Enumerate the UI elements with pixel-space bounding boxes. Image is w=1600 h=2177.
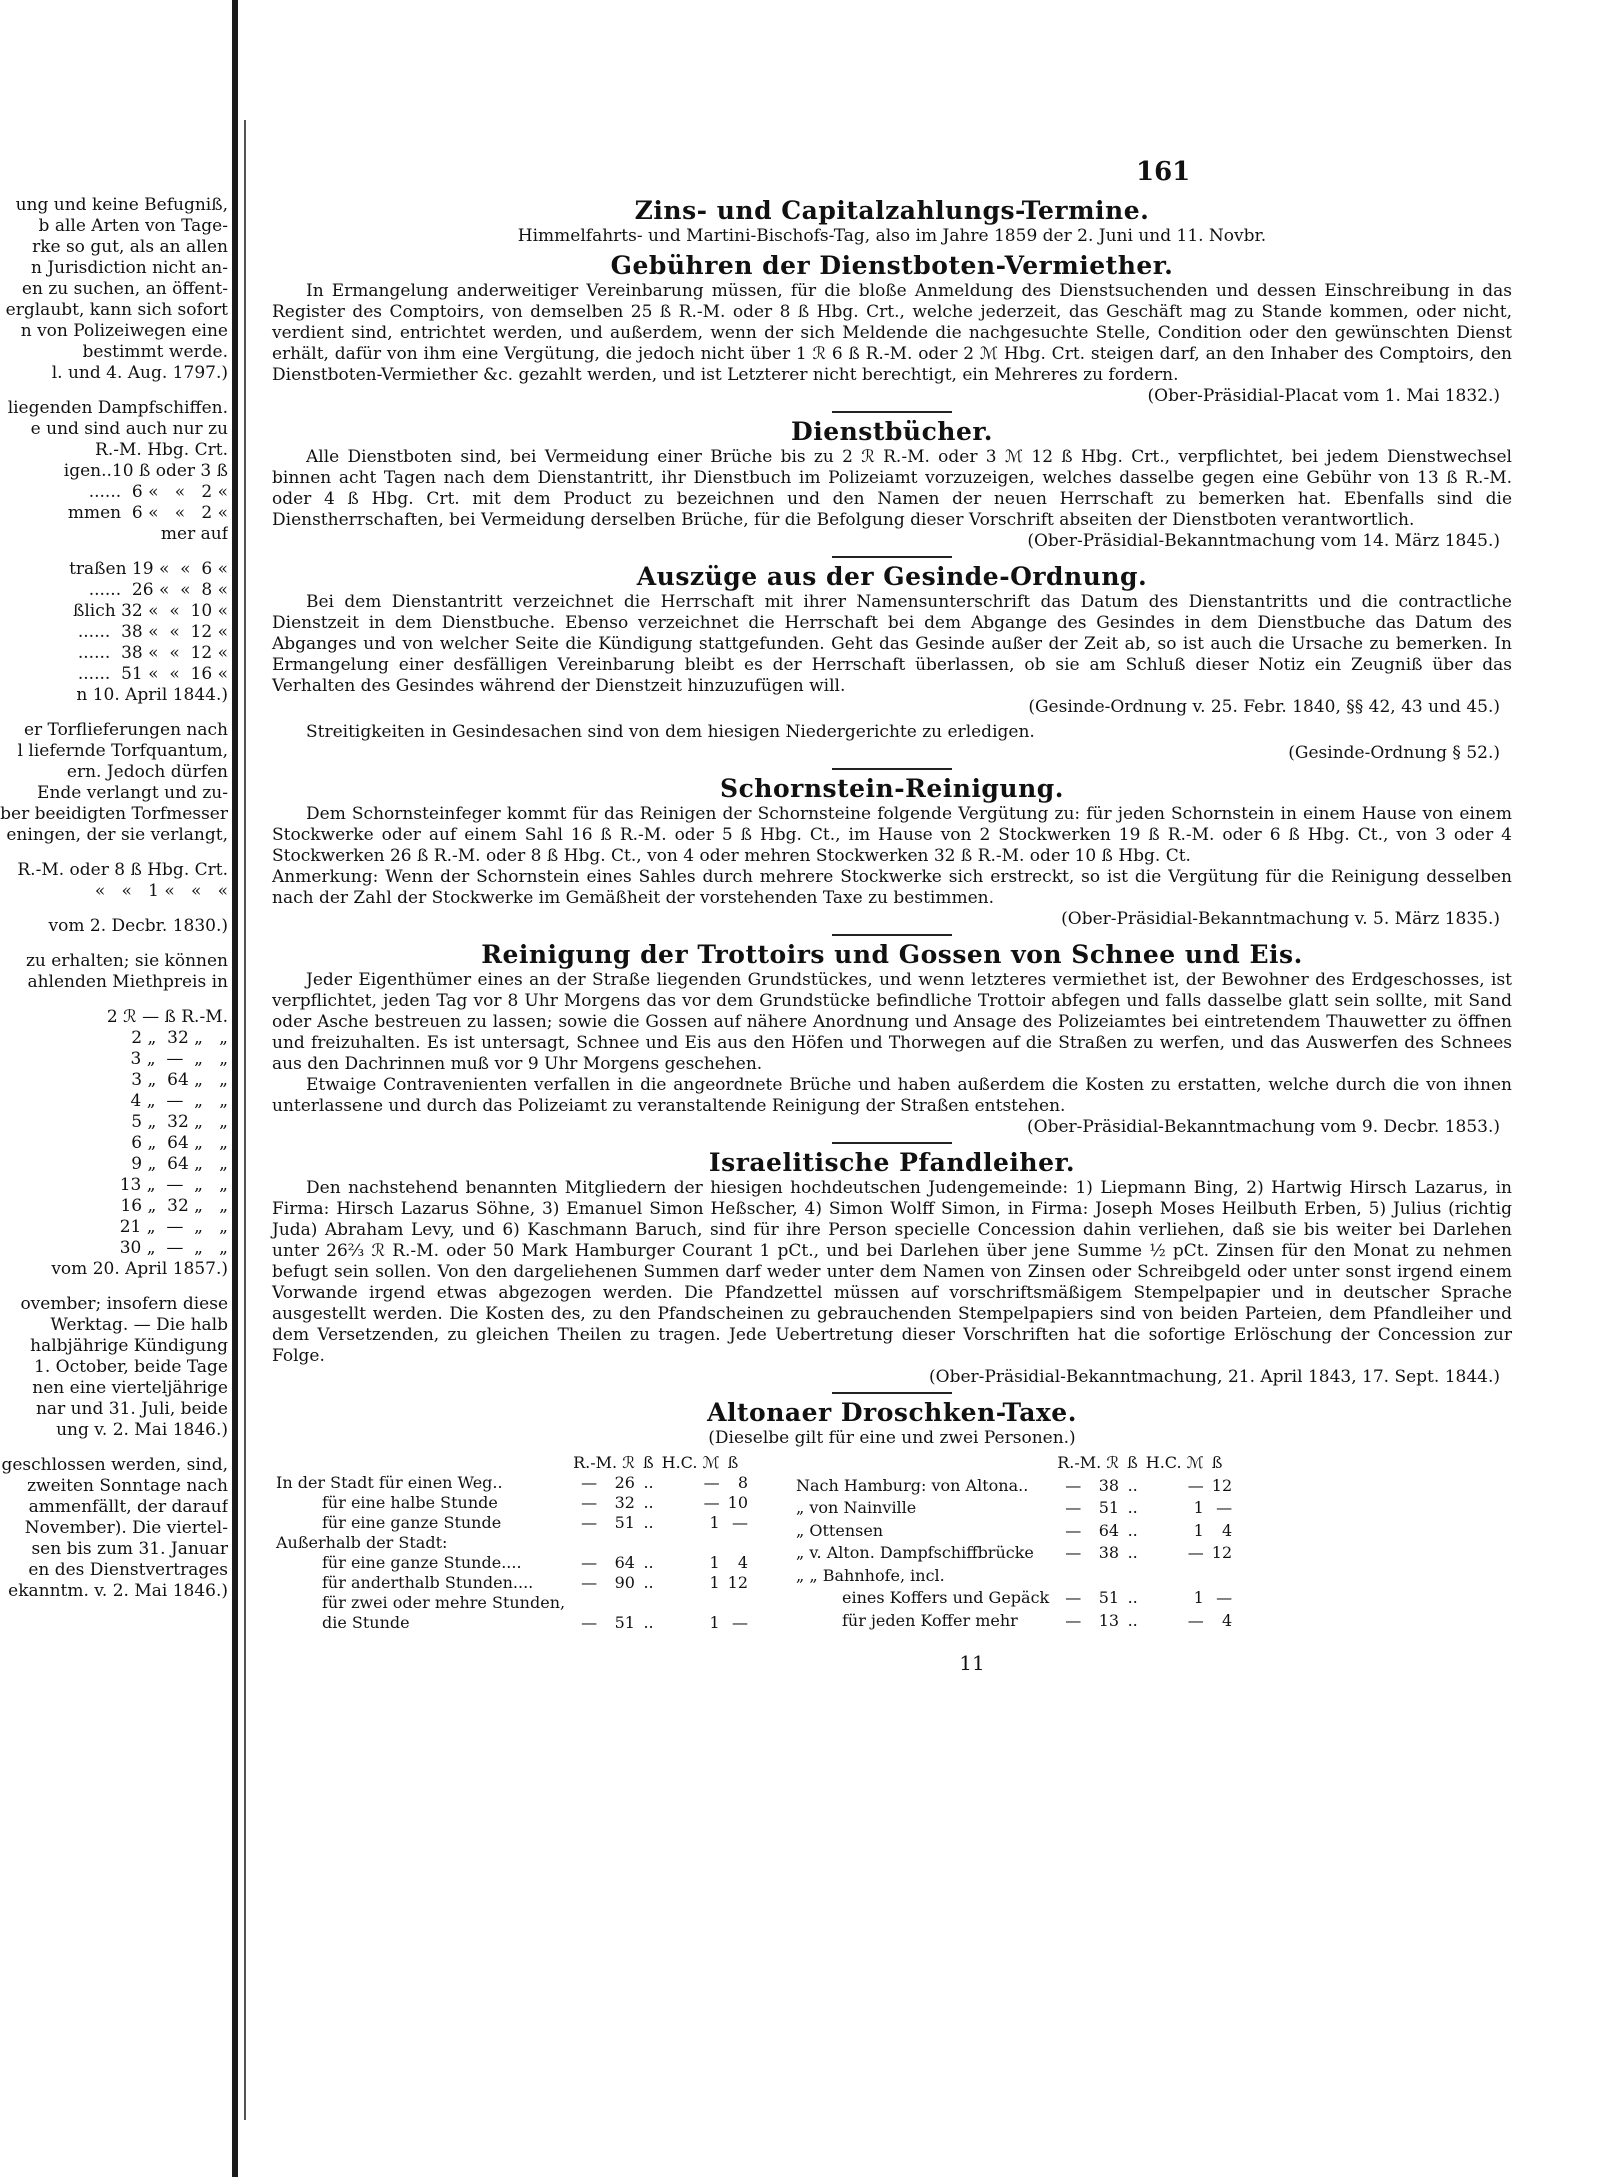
table-row	[272, 1533, 752, 1553]
fragment-line: en des Dienstvertrages	[28, 1561, 228, 1580]
fragment-line: 30 „ — „ „	[119, 1239, 228, 1258]
table-cell: 12	[1211, 1543, 1233, 1562]
table-cell: —	[732, 1513, 748, 1532]
table-header-cell: ß	[727, 1453, 739, 1472]
fragment-line: 1. October, beide Tage	[34, 1358, 228, 1377]
section-heading: Gebühren der Dienstboten-Vermiether.	[610, 251, 1174, 280]
table-cell: 32	[614, 1493, 635, 1512]
table-row	[792, 1611, 1236, 1634]
table-cell: ..	[1127, 1475, 1138, 1495]
fragment-line: vom 2. Decbr. 1830.)	[48, 917, 228, 936]
fragment-line: er Torflieferungen nach	[23, 721, 228, 740]
table-row	[272, 1553, 752, 1573]
table-cell: —	[732, 1613, 748, 1632]
section-source: (Ober-Präsidial-Bekanntmachung vom 9. Decbr. 1853.)	[1027, 1117, 1500, 1137]
fragment-line: 3 „ — „ „	[130, 1050, 228, 1069]
table-cell: 90	[614, 1573, 635, 1592]
fare-tables	[272, 1453, 1512, 1633]
table-cell: —	[581, 1613, 598, 1632]
section-source: (Ober-Präsidial-Bekanntmachung vom 14. März 1845.)	[1027, 531, 1500, 551]
table-cell: 1	[709, 1573, 720, 1592]
table-header-cell: ß	[1127, 1453, 1138, 1472]
section-trottoirs	[272, 940, 1512, 1138]
table-cell	[569, 1593, 601, 1613]
table-cell: für jeden Koffer mehr	[842, 1610, 1018, 1630]
section-text: Dem Schornsteinfeger kommt für das Reinigen der Schornsteine folgende Vergütung zu: für jeden Schornstein in einem Hause von einem Stockwerke oder auf einem Sahl 16 ß R.-M. oder 5 ß Hbg. Ct., im Hause von 2 Stockwerken 19 ß R.-M. oder 6 ß Hbg. Ct., von 3 oder 4 Stockwerken 26 ß R.-M. oder 8 ß Hbg. Ct., von 4 oder mehren Stockwerken 32 ß R.-M. oder 10 ß Hbg. Ct.	[272, 804, 1512, 866]
fragment-line: n Jurisdiction nicht an-	[30, 259, 228, 278]
table-cell	[658, 1593, 724, 1613]
table-row	[792, 1521, 1236, 1544]
table-row	[272, 1613, 752, 1633]
fragment-line: 3 „ 64 „ „	[131, 1071, 228, 1090]
section-source: (Gesinde-Ordnung § 52.)	[1288, 743, 1500, 763]
table-header-cell: R.-M. ℛ	[573, 1453, 635, 1472]
divider	[832, 934, 952, 936]
fragment-line: erglaubt, kann sich sofort	[5, 301, 228, 320]
table-cell	[1208, 1566, 1236, 1589]
fragment-line: ammenfällt, der darauf	[28, 1498, 228, 1517]
table-cell: 10	[727, 1493, 748, 1512]
table-cell: für zwei oder mehre Stunden,	[322, 1593, 566, 1612]
table-cell: 8	[737, 1473, 748, 1492]
section-zins	[272, 196, 1512, 247]
page-content	[272, 140, 1512, 1675]
table-header-row	[272, 1453, 752, 1473]
fragment-line: ...... 38 « « 12 «	[77, 623, 228, 642]
table-cell	[1123, 1566, 1142, 1589]
table-cell	[601, 1593, 639, 1613]
fragment-line: Werktag. — Die halb	[50, 1316, 228, 1335]
section-heading: Israelitische Pfandleiher.	[708, 1148, 1076, 1177]
table-cell: ..	[643, 1473, 654, 1492]
table-header-cell	[272, 1453, 569, 1473]
divider	[832, 768, 952, 770]
fragment-line: n von Polizeiwegen eine	[20, 322, 228, 341]
divider	[832, 556, 952, 558]
table-cell: 4	[1221, 1520, 1233, 1540]
section-dienstbuecher	[272, 417, 1512, 552]
table-cell: 1	[709, 1553, 720, 1572]
divider	[832, 1392, 952, 1394]
fragment-line: vom 20. April 1857.)	[51, 1260, 228, 1279]
fragment-line: zu erhalten; sie können	[25, 952, 228, 971]
table-header-cell: ß	[1211, 1453, 1223, 1472]
table-cell: 38	[1098, 1543, 1120, 1562]
fragment-line: 4 „ — „ „	[130, 1092, 228, 1111]
table-cell	[639, 1593, 658, 1613]
table-row	[272, 1493, 752, 1513]
table-cell: „ Ottensen	[796, 1520, 884, 1540]
fragment-line: ekanntm. v. 2. Mai 1846.)	[8, 1582, 228, 1601]
section-text: Etwaige Contravenienten verfallen in die angeordnete Brüche und haben außerdem die Kosten zu erstatten, welche durch die von ihnen unterlassene und durch das Polizeiamt zu veranstaltende Reinigung der Straßen entstehen.	[272, 1075, 1512, 1116]
section-source: (Ober-Präsidial-Bekanntmachung v. 5. März 1835.)	[1061, 909, 1500, 929]
section-source: (Gesinde-Ordnung v. 25. Febr. 1840, §§ 42, 43 und 45.)	[1028, 697, 1500, 717]
table-cell: —	[1216, 1498, 1233, 1517]
fragment-line: ber beeidigten Torfmesser	[0, 805, 228, 824]
table-cell: für eine ganze Stunde....	[322, 1553, 522, 1572]
table-cell: 51	[614, 1613, 635, 1632]
section-schornstein	[272, 774, 1512, 930]
table-cell: —	[581, 1573, 598, 1592]
table-cell: —	[581, 1473, 598, 1492]
fragment-line: ßlich 32 « « 10 «	[73, 602, 228, 621]
table-cell	[658, 1533, 724, 1553]
table-cell: —	[703, 1473, 720, 1492]
fragment-line: Ende verlangt und zu-	[37, 784, 228, 803]
fragment-line: ...... 38 « « 12 «	[77, 644, 228, 663]
table-cell: ..	[1127, 1520, 1138, 1540]
table-cell: —	[1065, 1520, 1082, 1540]
table-cell: 12	[727, 1573, 748, 1592]
fragment-line: l liefernde Torfquantum,	[17, 742, 228, 761]
table-cell: 1	[1193, 1588, 1204, 1607]
fragment-line: eningen, der sie verlangt,	[6, 826, 228, 845]
fragment-line: ahlenden Miethpreis in	[27, 973, 228, 992]
table-cell	[569, 1533, 601, 1553]
section-text: Den nachstehend benannten Mitgliedern der hiesigen hochdeutschen Judengemeinde: 1) Liepmann Bing, 2) Hartwig Hirsch Lazarus, in Firma: Hirsch Lazarus Söhne, 3) Emanuel Simon Heßscher, 4) Simon Wolff Simon, in Firma: Joseph Moses Heilbuth Erben, 5) Julius (richtig Juda) Abraham Levy, und 6) Kaschmann Baruch, sind für ihre Person specielle Concession dahin verliehen, daß sie bis weiter bei Darlehen unter 26⅔ ℛ R.-M. oder 50 Mark Hamburger Courant 1 pCt., und bei Darlehen über jene Summe ½ pCt. Zinsen für den Monat zu nehmen befugt sein sollen. Von den dargeliehenen Summen darf weder unter dem Namen von Zinsen oder Schreibgeld oder unter sonst irgend einem Vorwande irgend etwas abgezogen werden. Die Pfandzettel müssen auf vorschriftsmäßigem Stempelpapier und in deutscher Sprache ausgestellt werden. Die Kosten des, zu den Pfandscheinen zu gebrauchenden Stempelpapiers sind von beiden Parteien, dem Pfandleiher und dem Versetzenden, zu gleichen Theilen zu tragen. Jede Uebertretung dieser Vorschriften hat die sofortige Erlöschung der Concession zur Folge.	[272, 1178, 1512, 1366]
table-cell: ..	[643, 1493, 654, 1512]
table-cell: eines Koffers und Gepäck	[842, 1588, 1050, 1607]
fragment-line: halbjährige Kündigung	[30, 1337, 228, 1356]
section-text: Alle Dienstboten sind, bei Vermeidung einer Brüche bis zu 2 ℛ R.-M. oder 3 ℳ 12 ß Hbg. Crt., verpflichtet, bei jedem Dienstwechsel binnen acht Tagen nach dem Dienstantritt, ihr Dienstbuch im Polizeiamt vorzuzeigen, welches dasselbe gegen eine Gebühr von 13 ß R.-M. oder 4 ß Hbg. Crt. mit dem Product zu bezeichnen und den Namen der neuen Herrschaft zu bemerken hat. Ebenfalls sind die Dienstherrschaften, bei Vermeidung derselben Brüche, für die Befolgung dieser Vorschrift abseiten der Dienstboten verantwortlich.	[272, 447, 1512, 530]
table-cell: —	[1065, 1475, 1082, 1495]
table-cell: —	[1065, 1610, 1082, 1630]
table-cell: 12	[1211, 1475, 1233, 1495]
fragment-line: ung v. 2. Mai 1846.)	[56, 1421, 228, 1440]
table-cell: „ von Nainville	[796, 1498, 917, 1517]
table-cell: 1	[1193, 1498, 1204, 1517]
table-cell: ..	[643, 1613, 654, 1632]
table-header-cell: H.C. ℳ	[1145, 1453, 1204, 1472]
section-source: (Ober-Präsidial-Bekanntmachung, 21. April 1843, 17. Sept. 1844.)	[929, 1367, 1500, 1387]
table-cell: 64	[614, 1553, 635, 1572]
section-heading: Dienstbücher.	[791, 417, 993, 446]
table-cell: für anderthalb Stunden....	[322, 1573, 534, 1592]
section-gesinde	[272, 562, 1512, 764]
table-header-cell: ß	[642, 1453, 654, 1472]
fragment-line: igen..10 ß oder 3 ß	[63, 462, 228, 481]
fragment-line: sen bis zum 31. Januar	[31, 1540, 228, 1559]
previous-page-fragment	[0, 0, 228, 2177]
fragment-line: ...... 51 « « 16 «	[77, 665, 228, 684]
fragment-line: R.-M. oder 8 ß Hbg. Crt.	[17, 861, 228, 880]
fragment-line: ovember; insofern diese	[20, 1295, 228, 1314]
table-cell: 4	[737, 1553, 748, 1572]
section-note: Anmerkung: Wenn der Schornstein eines Sahles durch mehrere Stockwerke sich erstreckt, so ist die Vergütung für die Reinigung desselben nach der Zahl der Stockwerke im Gemäßheit der vorstehenden Taxe zu bestimmen.	[272, 867, 1512, 908]
fragment-line: geschlossen werden, sind,	[1, 1456, 228, 1475]
table-cell: —	[1065, 1498, 1082, 1517]
table-cell: 26	[614, 1473, 635, 1492]
section-heading: Auszüge aus der Gesinde-Ordnung.	[636, 562, 1148, 591]
table-cell: —	[1216, 1588, 1233, 1607]
section-text: In Ermangelung anderweitiger Vereinbarung müssen, für die bloße Anmeldung des Dienstsuchenden und dessen Einschreibung in das Register des Comptoirs, von demselben 25 ß R.-M. oder 8 ß Hbg. Crt., welche jederzeit, das Geschäft mag zu Stande kommen, oder nicht, verdient sind, entrichtet werden, und außerdem, wenn der sich Meldende die nachgesuchte Stelle, Condition oder den gewünschten Dienst erhält, dafür von ihm eine Vergütung, die jedoch nicht über 1 ℛ 6 ß R.-M. oder 2 ℳ Hbg. Crt. steigen darf, an den Inhaber des Comptoirs, den Dienstboten-Vermiether &c. gezahlt werden, und ist Letzterer nicht berechtigt, ein Mehreres zu fordern.	[272, 281, 1512, 385]
table-row	[792, 1498, 1236, 1521]
page-spine-shadow	[244, 120, 246, 2120]
fragment-line: ...... 26 « « 8 «	[88, 581, 228, 600]
table-row	[272, 1473, 752, 1493]
table-cell: 51	[1098, 1498, 1120, 1517]
table-cell: —	[581, 1513, 598, 1532]
divider	[832, 411, 952, 413]
table-cell: —	[703, 1493, 720, 1512]
section-text: Himmelfahrts- und Martini-Bischofs-Tag, also im Jahre 1859 der 2. Juni und 11. Novbr.	[517, 226, 1267, 246]
table-cell: 51	[614, 1513, 635, 1532]
fragment-line: mer auf	[160, 525, 228, 544]
table-cell: ..	[1127, 1588, 1138, 1607]
fare-table-left	[272, 1453, 752, 1633]
table-cell: ..	[1127, 1543, 1138, 1562]
table-cell	[639, 1533, 658, 1553]
section-pfandleiher	[272, 1148, 1512, 1388]
fragment-line: 9 „ 64 „ „	[131, 1155, 228, 1174]
table-header-row	[792, 1453, 1236, 1476]
table-cell: Außerhalb der Stadt:	[276, 1533, 448, 1552]
table-cell: —	[1187, 1475, 1204, 1495]
table-header-cell: H.C. ℳ	[661, 1453, 720, 1472]
table-cell: 13	[1098, 1610, 1120, 1630]
fragment-line: liegenden Dampfschiffen.	[7, 399, 228, 418]
table-cell	[1085, 1566, 1123, 1589]
fragment-line: ung und keine Befugniß,	[15, 196, 228, 215]
table-cell: für eine ganze Stunde	[322, 1513, 502, 1532]
table-row	[792, 1566, 1236, 1589]
section-heading: Schornstein-Reinigung.	[720, 774, 1064, 803]
table-cell: —	[1065, 1543, 1082, 1562]
table-cell: 4	[1221, 1610, 1233, 1630]
section-heading: Altonaer Droschken-Taxe.	[707, 1398, 1077, 1427]
fragment-line: ern. Jedoch dürfen	[66, 763, 228, 782]
table-cell: —	[581, 1493, 598, 1512]
fragment-line: b alle Arten von Tage-	[38, 217, 228, 236]
fragment-line: « « 1 « « «	[94, 882, 228, 901]
section-subtitle: (Dieselbe gilt für eine und zwei Personen.)	[708, 1428, 1076, 1448]
table-header-cell: R.-M. ℛ	[1057, 1453, 1120, 1472]
fragment-line: e und sind auch nur zu	[30, 420, 228, 439]
fragment-line: 2 „ 32 „ „	[131, 1029, 228, 1048]
fragment-line: nar und 31. Juli, beide	[35, 1400, 228, 1419]
table-row	[272, 1593, 752, 1613]
table-cell: 1	[709, 1513, 720, 1532]
table-cell: für eine halbe Stunde	[322, 1493, 498, 1512]
fragment-line: zweiten Sonntage nach	[27, 1477, 228, 1496]
fragment-line: 6 „ 64 „ „	[131, 1134, 228, 1153]
fare-table-right	[792, 1453, 1236, 1633]
fragment-line: nen eine vierteljährige	[32, 1379, 228, 1398]
fragment-line: November). Die viertel-	[24, 1519, 228, 1538]
fragment-line: R.-M. Hbg. Crt.	[84, 441, 228, 460]
table-cell	[724, 1593, 752, 1613]
table-cell: —	[581, 1553, 598, 1572]
table-cell: 1	[709, 1613, 720, 1632]
table-cell: die Stunde	[322, 1613, 410, 1632]
table-row	[792, 1543, 1236, 1566]
table-cell: ..	[643, 1553, 654, 1572]
table-cell: ..	[1127, 1610, 1138, 1630]
page-spine	[232, 0, 238, 2177]
fragment-line: en zu suchen, an öffent-	[21, 280, 228, 299]
table-cell	[601, 1533, 639, 1553]
table-cell: —	[1065, 1588, 1082, 1607]
table-row	[792, 1476, 1236, 1499]
section-heading: Reinigung der Trottoirs und Gossen von Schnee und Eis.	[481, 940, 1303, 969]
page-number: 161	[1136, 157, 1191, 187]
signature-mark: 11	[959, 1651, 985, 1675]
table-header-cell	[792, 1453, 1053, 1476]
fragment-line: bestimmt werde.	[82, 343, 228, 362]
fragment-line: l. und 4. Aug. 1797.)	[51, 364, 228, 383]
table-cell	[724, 1533, 752, 1553]
fragment-line: 16 „ 32 „ „	[120, 1197, 228, 1216]
fragment-line: ...... 6 « « 2 «	[88, 483, 228, 502]
table-cell: „ „ Bahnhofe, incl.	[796, 1565, 945, 1585]
table-cell: „ v. Alton. Dampfschiffbrücke	[796, 1543, 1034, 1562]
table-cell: Nach Hamburg: von Altona..	[796, 1475, 1029, 1495]
section-heading: Zins- und Capitalzahlungs-Termine.	[634, 196, 1150, 225]
section-source: (Ober-Präsidial-Placat vom 1. Mai 1832.)	[1147, 386, 1500, 406]
table-cell: —	[1187, 1543, 1204, 1562]
section-text: Bei dem Dienstantritt verzeichnet die Herrschaft mit ihrer Namensunterschrift das Datum des Dienstantritts und die contractliche Dienstzeit in dem Dienstbuche. Ebenso verzeichnet die Herrschaft bei dem Abgange des Gesindes in dem Dienstbuche das Datum des Abganges und von welcher Seite die Kündigung stattgefunden. Geht das Gesinde außer der Zeit ab, so ist auch die Ursache zu bemerken. In Ermangelung einer desfälligen Vereinbarung bleibt es der Herrschaft überlassen, ob sie am Schluß dieser Notiz ein Zeugniß über das Verhalten des Gesindes während der Dienstzeit hinzuzufügen will.	[272, 592, 1512, 696]
fragment-line: 13 „ — „ „	[119, 1176, 228, 1195]
table-cell: ..	[643, 1513, 654, 1532]
section-text: Jeder Eigenthümer eines an der Straße liegenden Grundstückes, und wenn letzteres vermiethet ist, der Bewohner des Erdgeschosses, ist verpflichtet, jeden Tag vor 8 Uhr Morgens das vor dem Grundstücke befindliche Trottoir abfegen und falls dasselbe glatt sein sollte, mit Sand oder Asche bestreuen zu lassen; sowie die Gossen auf nähere Anordnung und Ansage des Polizeiamtes bei eintretendem Thauwetter zu öffnen und freizuhalten. Es ist untersagt, Schnee und Eis aus den Höfen und Thorwegen auf die Straßen zu werfen, und das Auswerfen des Schnees aus den Dachrinnen muß vor 9 Uhr Morgens geschehen.	[272, 970, 1512, 1074]
section-text: Streitigkeiten in Gesindesachen sind von dem hiesigen Niedergerichte zu erledigen.	[306, 722, 1035, 742]
table-cell: ..	[1127, 1498, 1138, 1517]
table-row	[272, 1573, 752, 1593]
fragment-line: rke so gut, als an allen	[32, 238, 228, 257]
table-cell: —	[1187, 1610, 1204, 1630]
table-cell: 38	[1098, 1475, 1120, 1495]
fragment-line: n 10. April 1844.)	[76, 686, 228, 705]
fragment-line: 5 „ 32 „ „	[131, 1113, 228, 1132]
table-cell: ..	[643, 1573, 654, 1592]
table-cell: 64	[1098, 1520, 1120, 1540]
table-row	[792, 1588, 1236, 1611]
table-cell: 51	[1098, 1588, 1120, 1607]
table-cell: In der Stadt für einen Weg..	[276, 1473, 503, 1492]
table-row	[272, 1513, 752, 1533]
fragment-line: 21 „ — „ „	[119, 1218, 228, 1237]
table-cell	[1053, 1566, 1085, 1589]
divider	[832, 1142, 952, 1144]
fragment-line: mmen 6 « « 2 «	[67, 504, 228, 523]
table-cell: 1	[1193, 1520, 1204, 1540]
table-cell	[1142, 1566, 1208, 1589]
section-gebuehren	[272, 251, 1512, 407]
fragment-line: traßen 19 « « 6 «	[69, 560, 228, 579]
fragment-line: 2 ℛ — ß R.-M.	[106, 1008, 228, 1027]
section-droschken	[272, 1398, 1512, 1633]
